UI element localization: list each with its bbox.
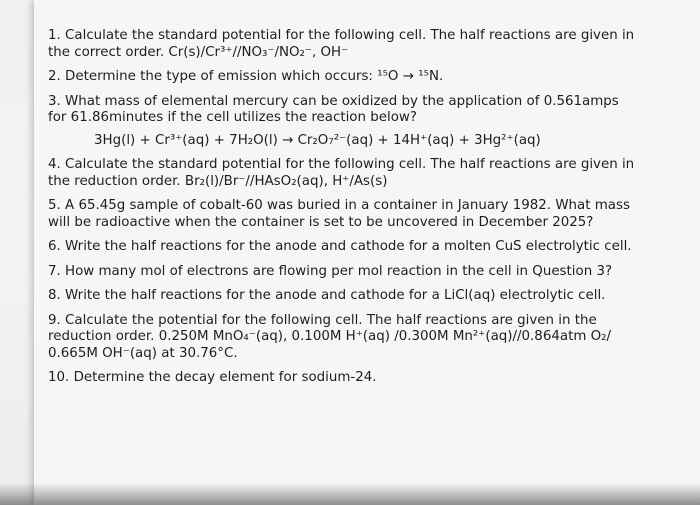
question-8: 8. Write the half reactions for the anode and cathode for a LiCl(aq) electrolytic cell. bbox=[48, 288, 606, 303]
question-9: 9. Calculate the potential for the following cell. The half reactions are given in the reduction order. 0.250M MnO₄⁻(aq), 0.100M H⁺(aq) /0.300M Mn²⁺(aq)//0.864atm O₂/ 0.665M OH⁻(aq) at 30.76°C. bbox=[48, 312, 612, 361]
worksheet bbox=[48, 28, 678, 395]
question-4: 4. Calculate the standard potential for the following cell. The half reactions are given in the reduction order. Br₂(l)/Br⁻//HAsO₂(aq), H⁺/As(s) bbox=[48, 157, 635, 189]
question-3: 3. What mass of elemental mercury can be oxidized by the application of 0.561amps for 61.86minutes if the cell utilizes the reaction below? 3Hg(l) + Cr³⁺(aq) + 7H₂O(l) → Cr₂O₇²⁻(aq) + 14H⁺(aq) + 3Hg²⁺(aq) bbox=[48, 94, 678, 150]
question-2: 2. Determine the type of emission which occurs: ¹⁵O → ¹⁵N. bbox=[48, 69, 444, 84]
question-7: 7. How many mol of electrons are flowing per mol reaction in the cell in Question 3? bbox=[48, 263, 613, 279]
question-6: 6. Write the half reactions for the anode and cathode for a molten CuS electrolytic cell. bbox=[48, 239, 632, 254]
reaction-equation: 3Hg(l) + Cr³⁺(aq) + 7H₂O(l) → Cr₂O₇²⁻(aq) + 14H⁺(aq) + 3Hg²⁺(aq) bbox=[94, 132, 541, 148]
question-10: 10. Determine the decay element for sodium-24. bbox=[48, 370, 377, 385]
question-1: 1. Calculate the standard potential for the following cell. The half reactions are given in the correct order. Cr(s)/Cr³⁺//NO₃⁻/NO₂⁻, OH⁻ bbox=[48, 28, 635, 60]
question-5: 5. A 65.45g sample of cobalt-60 was buried in a container in January 1982. What mass will be radioactive when the container is set to be uncovered in December 2025? bbox=[48, 198, 630, 230]
